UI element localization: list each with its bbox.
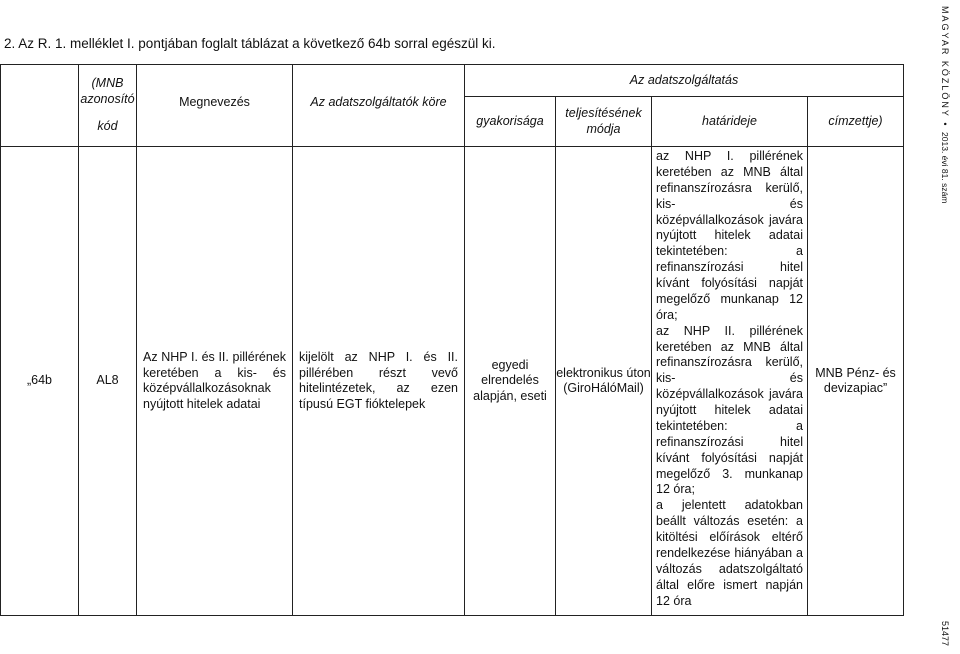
row-code: AL8	[79, 147, 137, 616]
row-deadline	[652, 147, 808, 616]
row-method: elektronikus úton (GiroHálóMail)	[556, 147, 652, 616]
issue-number: 2013. évi 81. szám	[940, 132, 950, 204]
row-scope: kijelölt az NHP I. és II. pillérében részt vevő hitelintézetek, az ezen típusú EGT fióktelepek	[293, 147, 465, 616]
table-row	[1, 147, 904, 616]
row-name: Az NHP I. és II. pillérének keretében a kis- és középvállalkozásoknak nyújtott hitelek adatai	[137, 147, 293, 616]
running-header	[940, 6, 950, 203]
data-table	[0, 64, 904, 616]
row-recipient: MNB Pénz- és devizapiac”	[808, 147, 904, 616]
row-deadline-1: az NHP I. pillérének keretében az MNB által refinanszírozásra kerülő, kis- és középvállalkozások javára nyújtott hitelek adatai tekintetében: a refinanszírozási hitel kívánt folyósítási napját megelőző munkanap 12 óra;	[656, 149, 803, 322]
header-frequency: gyakorisága	[465, 97, 556, 147]
row-number: „64b	[1, 147, 79, 616]
header-provision: Az adatszolgáltatás	[465, 65, 904, 97]
header-code-line1: (MNB	[91, 76, 124, 91]
intro-text: 2. Az R. 1. melléklet I. pontjában foglalt táblázat a következő 64b sorral egészül ki.	[4, 36, 496, 51]
header-code-line3: kód	[97, 119, 118, 134]
page-number: 51477	[940, 620, 950, 646]
row-deadline-2: az NHP II. pillérének keretében az MNB által refinanszírozásra kerülő, kis- és középvállalkozások javára nyújtott hitelek adatai tekintetében: a refinanszírozási hitel kívánt folyósítási napját megelőző 3. munkanap 12 óra;	[656, 323, 803, 497]
header-code-line2: azonosító	[80, 91, 135, 106]
row-deadline-3: a jelentett adatokban beállt változás esetén: a kitöltési előírások eltérő rendelkezése hiányában a változás adatszolgáltató által előre ismert napján 12 óra	[656, 498, 803, 608]
header-method	[556, 97, 652, 147]
header-recipient: címzettje)	[808, 97, 904, 147]
header-method-line1: teljesítésének	[565, 105, 642, 120]
header-deadline: határideje	[652, 97, 808, 147]
header-code-cell	[79, 65, 137, 147]
journal-name: MAGYAR KÖZLÖNY	[940, 6, 950, 118]
header-number-cell	[1, 65, 79, 147]
page-sidebar	[940, 6, 956, 646]
header-scope: Az adatszolgáltatók köre	[293, 65, 465, 147]
separator-dot: •	[940, 122, 950, 128]
header-name: Megnevezés	[137, 65, 293, 147]
row-frequency: egyedi elrendelés alapján, eseti	[465, 147, 556, 616]
header-method-line2: módja	[586, 121, 621, 136]
